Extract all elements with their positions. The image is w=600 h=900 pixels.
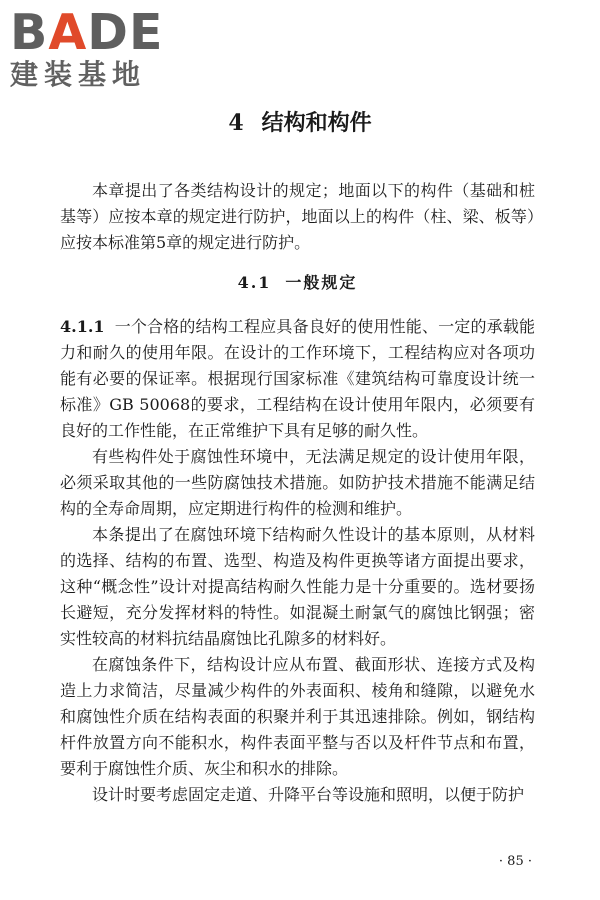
clause-paragraph: 有些构件处于腐蚀性环境中，无法满足规定的设计使用年限，必须采取其他的一些防腐蚀技术措施。如防护技术措施不能满足结构的全寿命周期，应定期进行构件的检测和维护。 [60,447,535,518]
chapter-title-text: 结构和构件 [261,110,372,136]
clause-text: 一个合格的结构工程应具备良好的使用性能、一定的承载能力和耐久的使用年限。在设计的工作环境下，工程结构应对各项功能有必要的保证率。根据现行国家标准《建筑结构可靠度设计统一标准》GB 50068的要求，工程结构在设计使用年限内，必须要有良好的工作性能，在正常维护下具有足够的耐久性。 [60,317,535,440]
watermark-brand-prefix: B [10,4,49,61]
clause-number: 4.1.1 [60,317,105,336]
watermark-brand [10,4,180,61]
watermark-subtitle: 建装基地 [10,58,147,91]
section-title-text: 一般规定 [285,273,358,292]
chapter-title [0,106,600,137]
watermark-brand-suffix: DE [87,4,164,61]
clause-paragraph: 本条提出了在腐蚀环境下结构耐久性设计的基本原则，从材料的选择、结构的布置、选型、构造及构件更换等诸方面提出要求，这种“概念性”设计对提高结构耐久性能力是十分重要的。选材要扬长避短，充分发挥材料的特性。如混凝土耐氯气的腐蚀比钢强；密实性较高的材料抗结晶腐蚀比孔隙多的材料好。 [60,525,535,648]
watermark-logo [10,4,180,91]
page-content [60,178,535,808]
chapter-number: 4 [228,110,244,136]
watermark-brand-accent: A [48,4,88,61]
clause-paragraph: 在腐蚀条件下，结构设计应从布置、截面形状、连接方式及构造上力求简洁，尽量减少构件的外表面积、棱角和缝隙，以避免水和腐蚀性介质在结构表面的积聚并利于其迅速排除。例如，钢结构杆件放置方向不能积水，构件表面平整与否以及杆件节点和布置，要利于腐蚀性介质、灰尘和积水的排除。 [60,655,535,778]
clause-paragraph-first [60,314,535,444]
clause-paragraph: 设计时要考虑固定走道、升降平台等设施和照明，以便于防护 [92,785,525,804]
page-number: · 85 · [498,854,532,869]
section-title [60,270,535,296]
section-number: 4.1 [237,273,272,292]
chapter-intro: 本章提出了各类结构设计的规定；地面以下的构件（基础和桩基等）应按本章的规定进行防护，地面以上的构件（柱、梁、板等）应按本标准第5章的规定进行防护。 [60,181,535,252]
